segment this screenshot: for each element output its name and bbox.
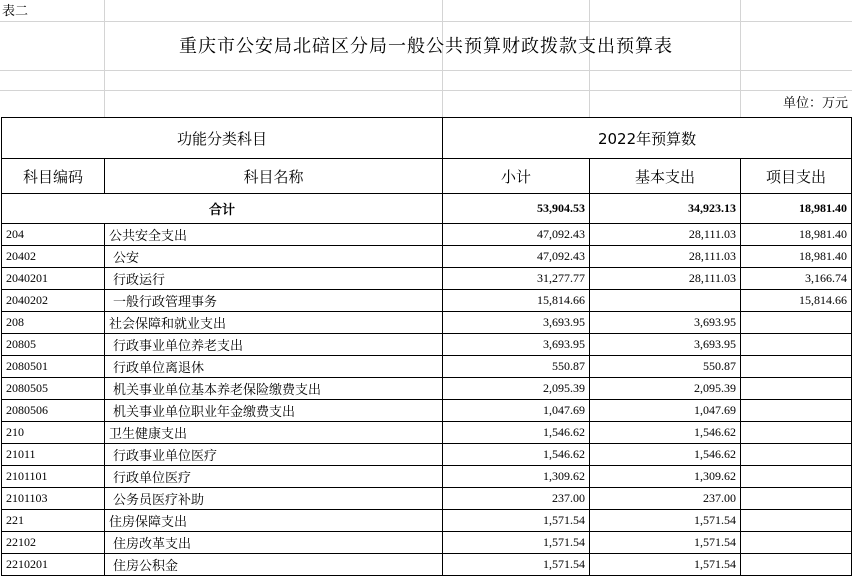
header-basic: 基本支出 (590, 159, 741, 194)
row-project (741, 400, 852, 422)
table-row (2, 488, 852, 510)
row-name: 行政单位离退休 (105, 356, 443, 378)
row-project (741, 444, 852, 466)
row-basic: 1,309.62 (590, 466, 741, 488)
table-row (2, 400, 852, 422)
row-code: 208 (2, 312, 105, 334)
budget-table (1, 117, 852, 576)
row-basic: 237.00 (590, 488, 741, 510)
row-code: 2101103 (2, 488, 105, 510)
header-subtotal: 小计 (443, 159, 590, 194)
grid-line (740, 0, 741, 117)
page-title: 重庆市公安局北碚区分局一般公共预算财政拨款支出预算表 (179, 36, 673, 57)
table-row (2, 334, 852, 356)
row-project (741, 554, 852, 576)
row-name: 行政事业单位养老支出 (105, 334, 443, 356)
row-code: 2210201 (2, 554, 105, 576)
row-code: 20805 (2, 334, 105, 356)
total-basic: 34,923.13 (590, 194, 741, 224)
grid-line (0, 70, 852, 71)
row-code: 2080501 (2, 356, 105, 378)
row-project: 18,981.40 (741, 224, 852, 246)
sheet-label: 表二 (2, 4, 29, 19)
row-code: 210 (2, 422, 105, 444)
row-name: 公安 (105, 246, 443, 268)
row-basic: 550.87 (590, 356, 741, 378)
row-basic: 1,571.54 (590, 532, 741, 554)
row-basic: 3,693.95 (590, 312, 741, 334)
table-row (2, 378, 852, 400)
header-budget-2022: 2022年预算数 (443, 118, 852, 159)
row-basic: 1,571.54 (590, 554, 741, 576)
header-row-group (2, 118, 852, 159)
row-project (741, 532, 852, 554)
total-label: 合计 (2, 194, 443, 224)
table-row (2, 224, 852, 246)
table-row (2, 290, 852, 312)
row-subtotal: 550.87 (443, 356, 590, 378)
row-basic: 3,693.95 (590, 334, 741, 356)
row-subtotal: 1,571.54 (443, 510, 590, 532)
row-basic: 28,111.03 (590, 246, 741, 268)
row-subtotal: 47,092.43 (443, 246, 590, 268)
row-subtotal: 3,693.95 (443, 312, 590, 334)
grid-line (0, 90, 852, 91)
table-row (2, 422, 852, 444)
row-name: 行政运行 (105, 268, 443, 290)
row-name: 公务员医疗补助 (105, 488, 443, 510)
row-project (741, 312, 852, 334)
row-basic: 1,571.54 (590, 510, 741, 532)
row-basic: 28,111.03 (590, 268, 741, 290)
header-row-columns (2, 159, 852, 194)
row-subtotal: 237.00 (443, 488, 590, 510)
table-row (2, 312, 852, 334)
row-subtotal: 1,309.62 (443, 466, 590, 488)
row-subtotal: 31,277.77 (443, 268, 590, 290)
row-project (741, 488, 852, 510)
row-subtotal: 2,095.39 (443, 378, 590, 400)
row-basic: 2,095.39 (590, 378, 741, 400)
row-name: 行政单位医疗 (105, 466, 443, 488)
row-project (741, 466, 852, 488)
row-basic (590, 290, 741, 312)
row-basic: 1,546.62 (590, 422, 741, 444)
row-project (741, 378, 852, 400)
row-name: 一般行政管理事务 (105, 290, 443, 312)
row-name: 社会保障和就业支出 (105, 312, 443, 334)
row-code: 22102 (2, 532, 105, 554)
row-name: 住房保障支出 (105, 510, 443, 532)
header-project: 项目支出 (741, 159, 852, 194)
row-code: 2040202 (2, 290, 105, 312)
row-subtotal: 1,571.54 (443, 532, 590, 554)
row-code: 2040201 (2, 268, 105, 290)
row-name: 住房改革支出 (105, 532, 443, 554)
table-row (2, 444, 852, 466)
table-row (2, 268, 852, 290)
row-name: 机关事业单位基本养老保险缴费支出 (105, 378, 443, 400)
row-basic: 28,111.03 (590, 224, 741, 246)
row-subtotal: 1,047.69 (443, 400, 590, 422)
row-subtotal: 1,546.62 (443, 444, 590, 466)
row-project: 15,814.66 (741, 290, 852, 312)
row-project (741, 356, 852, 378)
header-name: 科目名称 (105, 159, 443, 194)
table-row (2, 246, 852, 268)
row-name: 公共安全支出 (105, 224, 443, 246)
total-subtotal: 53,904.53 (443, 194, 590, 224)
row-code: 21011 (2, 444, 105, 466)
table-row (2, 466, 852, 488)
row-name: 卫生健康支出 (105, 422, 443, 444)
grid-line (442, 0, 443, 117)
row-subtotal: 15,814.66 (443, 290, 590, 312)
header-functional-category: 功能分类科目 (2, 118, 443, 159)
row-project (741, 422, 852, 444)
grid-line (589, 0, 590, 117)
row-basic: 1,047.69 (590, 400, 741, 422)
row-project: 18,981.40 (741, 246, 852, 268)
grid-line (0, 21, 852, 22)
row-name: 行政事业单位医疗 (105, 444, 443, 466)
table-row (2, 532, 852, 554)
table-row (2, 554, 852, 576)
row-subtotal: 1,571.54 (443, 554, 590, 576)
row-code: 2080506 (2, 400, 105, 422)
row-code: 204 (2, 224, 105, 246)
row-project: 3,166.74 (741, 268, 852, 290)
row-project (741, 334, 852, 356)
row-code: 2101101 (2, 466, 105, 488)
row-basic: 1,546.62 (590, 444, 741, 466)
row-subtotal: 47,092.43 (443, 224, 590, 246)
row-subtotal: 3,693.95 (443, 334, 590, 356)
row-code: 2080505 (2, 378, 105, 400)
total-row (2, 194, 852, 224)
total-project: 18,981.40 (741, 194, 852, 224)
row-subtotal: 1,546.62 (443, 422, 590, 444)
row-name: 机关事业单位职业年金缴费支出 (105, 400, 443, 422)
row-name: 住房公积金 (105, 554, 443, 576)
row-code: 20402 (2, 246, 105, 268)
header-code: 科目编码 (2, 159, 105, 194)
row-project (741, 510, 852, 532)
row-code: 221 (2, 510, 105, 532)
table-row (2, 510, 852, 532)
unit-label: 单位：万元 (782, 96, 848, 111)
grid-line (104, 0, 105, 117)
table-row (2, 356, 852, 378)
